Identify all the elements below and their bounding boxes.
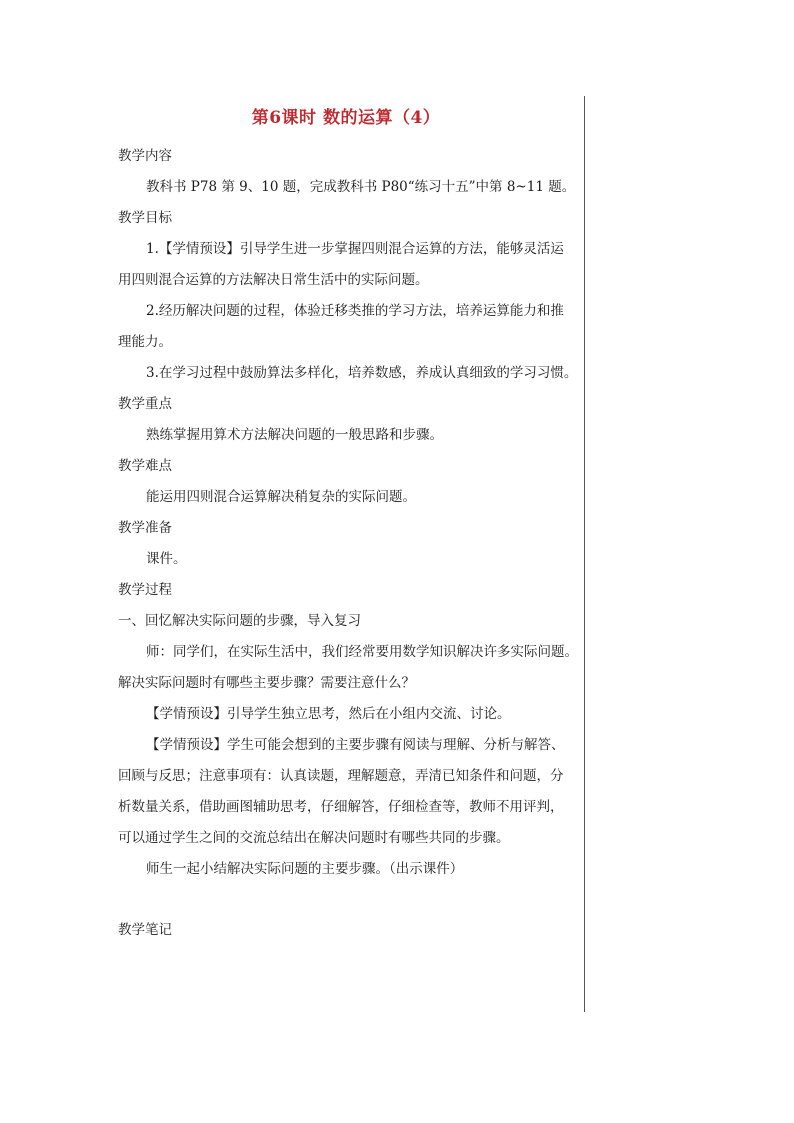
paragraph-line: 【学情预设】引导学生独立思考，然后在小组内交流、讨论。 bbox=[146, 706, 511, 722]
paragraph-line: 能运用四则混合运算解决稍复杂的实际问题。 bbox=[146, 489, 416, 505]
paragraph-line: 析数量关系，借助画图辅助思考，仔细解答，仔细检查等，教师不用评判， bbox=[118, 799, 564, 815]
paragraph-line: 3.在学习过程中鼓励算法多样化，培养数感，养成认真细致的学习习惯。 bbox=[146, 365, 578, 381]
paragraph-line: 用四则混合运算的方法解决日常生活中的实际问题。 bbox=[118, 272, 429, 288]
lesson-title: 第6课时 数的运算（4） bbox=[251, 108, 441, 128]
section-heading: 教学重点 bbox=[118, 396, 172, 412]
paragraph-line: 解决实际问题时有哪些主要步骤？需要注意什么？ bbox=[118, 675, 415, 691]
subsection-heading: 一、回忆解决实际问题的步骤，导入复习 bbox=[118, 613, 361, 629]
paragraph-line: 熟练掌握用算术方法解决问题的一般思路和步骤。 bbox=[146, 427, 443, 443]
paragraph-line: 师生一起小结解决实际问题的主要步骤。（出示课件） bbox=[146, 861, 464, 877]
paragraph-line: 1.【学情预设】引导学生进一步掌握四则混合运算的方法，能够灵活运 bbox=[146, 241, 564, 257]
paragraph-line: 教科书 P78 第 9、10 题，完成教科书 P80“练习十五”中第 8~11 题。 bbox=[146, 179, 576, 195]
paragraph-line: 课件。 bbox=[146, 551, 187, 567]
paragraph-line: 理能力。 bbox=[118, 334, 172, 350]
spacer bbox=[118, 885, 582, 915]
section-heading: 教学准备 bbox=[118, 520, 172, 536]
section-heading: 教学过程 bbox=[118, 582, 172, 598]
paragraph-line: 可以通过学生之间的交流总结出在解决问题时有哪些共同的步骤。 bbox=[118, 830, 510, 846]
notes-heading: 教学笔记 bbox=[118, 922, 172, 938]
paragraph-line: 【学情预设】学生可能会想到的主要步骤有阅读与理解、分析与解答、 bbox=[146, 737, 565, 753]
paragraph-line: 2.经历解决问题的过程，体验迁移类推的学习方法，培养运算能力和推 bbox=[146, 303, 564, 319]
lesson-content bbox=[118, 141, 582, 946]
paragraph-line: 回顾与反思；注意事项有：认真读题，理解题意，弄清已知条件和问题，分 bbox=[118, 768, 564, 784]
margin-divider bbox=[584, 96, 585, 1012]
section-heading: 教学难点 bbox=[118, 458, 172, 474]
paragraph-line: 师：同学们，在实际生活中，我们经常要用数学知识解决许多实际问题。 bbox=[146, 644, 578, 660]
section-heading: 教学目标 bbox=[118, 210, 172, 226]
section-heading: 教学内容 bbox=[118, 148, 172, 164]
